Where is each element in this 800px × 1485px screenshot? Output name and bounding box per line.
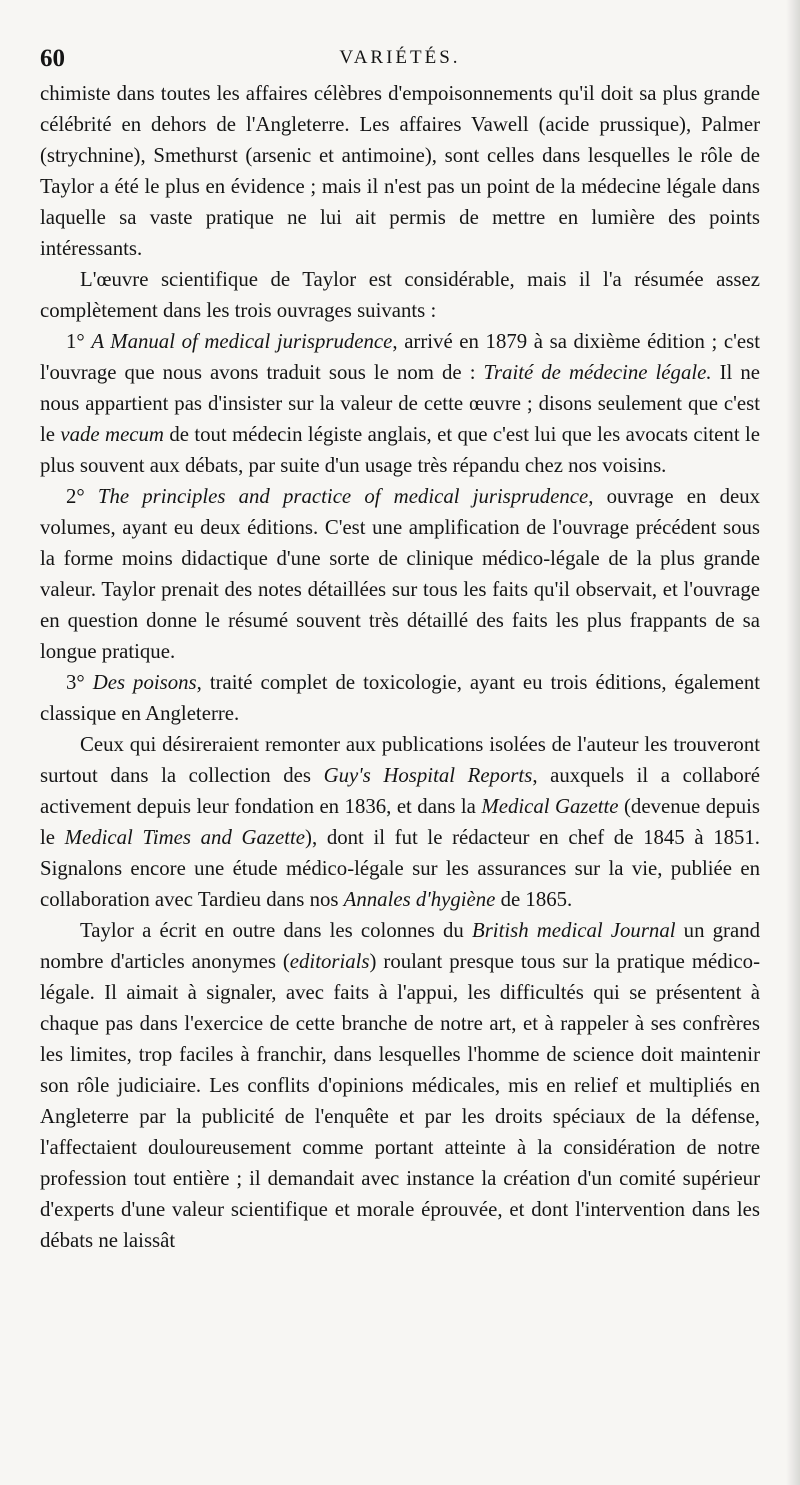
text-segment: ), dont il fut le rédacteur en chef de 1845 à 1851. Signalons encore une étude médico-légale sur les assurances sur la vie, publiée en collaboration avec Tardieu dans nos [40,826,761,911]
paragraph [40,326,760,481]
paragraph [40,667,760,729]
text-segment: 3° [66,671,93,694]
paragraph [40,78,760,264]
text-segment: , arrivé en 1879 à sa dixième édition ; c'est l'ouvrage que nous avons traduit sous le nom de : [40,330,760,384]
italic-text: editorials [289,950,370,973]
text-segment: , traité complet de toxicologie, ayant eu trois éditions, également classique en Angleterre. [40,671,760,725]
text-segment: Taylor a écrit en outre dans les colonnes du [80,919,472,942]
text-segment: 2° [66,485,98,508]
italic-text: Traité de médecine légale. [483,361,712,384]
text-segment: de tout médecin légiste anglais, et que c'est lui que les avocats citent le plus souvent aux débats, par suite d'un usage très répandu chez nos voisins. [40,423,760,477]
paragraph [40,481,760,667]
page-number: 60 [40,45,65,72]
running-head: VARIÉTÉS. [339,47,461,68]
paragraph [40,729,760,915]
italic-text: The principles and practice of medical jurisprudence [97,485,589,508]
text-segment: ) roulant presque tous sur la pratique médico-légale. Il aimait à signaler, avec faits à l'appui, les difficultés qui se présentent à chaque pas dans l'exercice de cette branche de notre art, et à rappeler à ses confrères les limites, trop faciles à franchir, dans lesquelles l'homme de science doit maintenir son rôle judiciaire. Les conflits d'opinions médicales, mis en relief et multipliés en Angleterre par la publicité de l'enquête et par les droits spéciaux de la défense, l'affectaient douloureusement comme portant atteinte à la considération de notre profession tout entière ; il demandait avec instance la création d'un comité supérieur d'experts d'une valeur scientifique et morale éprouvée, et dont l'intervention dans les débats ne laissât [40,950,760,1252]
paragraph [40,264,760,326]
text-segment: chimiste dans toutes les affaires célèbres d'empoisonnements qu'il doit sa plus grande célébrité en dehors de l'Angleterre. Les affaires Vawell (acide prussique), Palmer (strychnine), Smethurst (arsenic et antimoine), sont celles dans lesquelles le rôle de Taylor a été le plus en évidence ; mais il n'est pas un point de la médecine légale dans laquelle sa vaste pratique ne lui ait permis de mettre en lumière des points intéressants. [40,82,760,260]
italic-text: Medical Times and Gazette [64,826,306,849]
italic-text: Guy's Hospital Reports [323,764,533,787]
italic-text: Des poisons [92,671,197,694]
page-header [40,40,760,78]
text-segment: , ouvrage en deux volumes, ayant eu deux éditions. C'est une amplification de l'ouvrage précédent sous la forme moins didactique d'une sorte de clinique médico-légale de la plus grande valeur. Taylor prenait des notes détaillées sur tous les faits qu'il observait, et l'ouvrage en question donne le résumé souvent très détaillé des faits les plus frappants de sa longue pratique. [40,485,760,663]
italic-text: A Manual of medical jurisprudence [91,330,393,353]
text-segment: un grand nombre d'articles anonymes ( [40,919,760,973]
italic-text: Medical Gazette [481,795,619,818]
text-segment: de 1865. [495,888,573,911]
text-segment: Ceux qui désireraient remonter aux publications isolées de l'auteur les trouveront surtout dans la collection des [40,733,760,787]
italic-text: vade mecum [60,423,164,446]
body-text [40,78,760,1256]
italic-text: British medical Journal [472,919,676,942]
text-segment: (devenue depuis le [40,795,760,849]
text-segment: , auxquels il a collaboré activement depuis leur fondation en 1836, et dans la [40,764,760,818]
italic-text: Annales d'hygiène [343,888,496,911]
paragraph [40,915,760,1256]
text-segment: L'œuvre scientifique de Taylor est considérable, mais il l'a résumée assez complètement dans les trois ouvrages suivants : [40,268,760,322]
text-segment: 1° [66,330,92,353]
text-segment: Il ne nous appartient pas d'insister sur la valeur de cette œuvre ; disons seulement que c'est le [40,361,760,446]
